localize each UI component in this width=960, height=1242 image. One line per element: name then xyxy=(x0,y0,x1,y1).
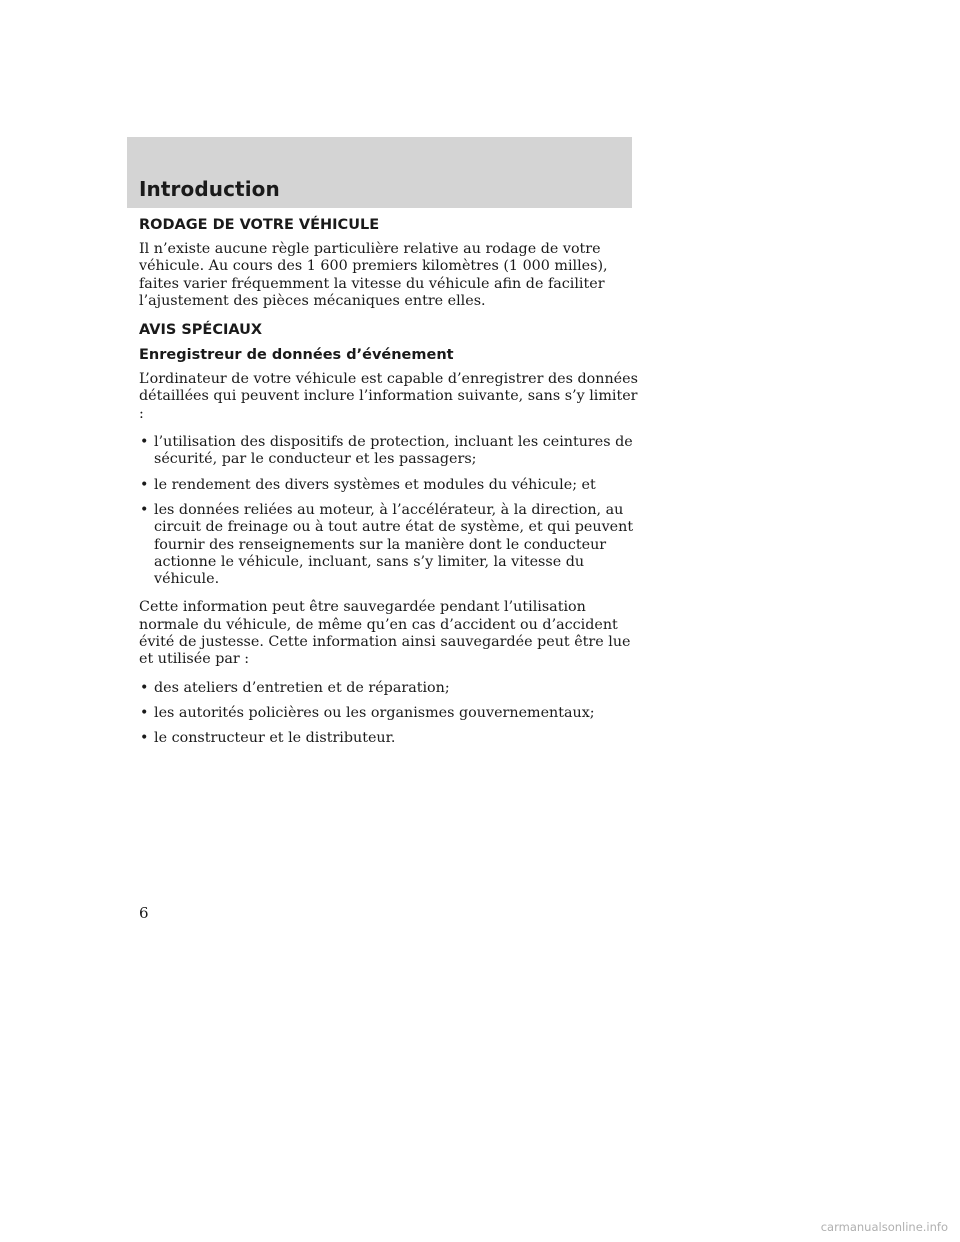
list-item-text: les données reliées au moteur, à l’accélérateur, à la direction, au circuit de freinage ou à tout autre état de système, et qui peuvent fournir des renseignements sur la manière dont le conducteur actionne le véhicule, incluant, sans s’y limiter, la vitesse du véhicule. xyxy=(154,501,634,588)
paragraph-break-in: Il n’existe aucune règle particulière relative au rodage de votre véhicule. Au cours des 1 600 premiers kilomètres (1 000 milles), faites varier fréquemment la vitesse du véhicule afin de faciliter l’ajustement des pièces mécaniques entre elles. xyxy=(139,241,608,309)
bullet-list-data-readers xyxy=(139,680,639,748)
list-item-text: le constructeur et le distributeur. xyxy=(154,730,396,747)
list-item xyxy=(139,730,639,747)
bullet-icon: • xyxy=(140,434,149,451)
page-content xyxy=(139,216,639,759)
subheading-event-data-recorder: Enregistreur de données d’événement xyxy=(139,347,454,364)
list-item-text: l’utilisation des dispositifs de protection, incluant les ceintures de sécurité, par le conducteur et les passagers; xyxy=(154,434,633,468)
bullet-list-recorded-data xyxy=(139,434,639,588)
list-item xyxy=(139,502,639,588)
list-item xyxy=(139,477,639,494)
paragraph-edr-intro: L’ordinateur de votre véhicule est capable d’enregistrer des données détaillées qui peuvent inclure l’information suivante, sans s’y limiter : xyxy=(139,371,638,422)
list-item-text: le rendement des divers systèmes et modules du véhicule; et xyxy=(154,476,596,493)
paragraph-edr-usage: Cette information peut être sauvegardée pendant l’utilisation normale du véhicule, de même qu’en cas d’accident ou d’accident évité de justesse. Cette information ainsi sauvegardée peut être lue et utilisée par : xyxy=(139,599,631,668)
bullet-icon: • xyxy=(140,704,149,721)
bullet-icon: • xyxy=(140,730,149,747)
list-item-text: les autorités policières ou les organismes gouvernementaux; xyxy=(154,704,595,721)
heading-break-in: RODAGE DE VOTRE VÉHICULE xyxy=(139,217,380,233)
heading-special-notices: AVIS SPÉCIAUX xyxy=(139,322,263,339)
list-item xyxy=(139,434,639,469)
section-header-band xyxy=(127,137,632,208)
bullet-icon: • xyxy=(140,501,149,518)
page-number: 6 xyxy=(139,904,149,922)
bullet-icon: • xyxy=(140,476,149,493)
list-item xyxy=(139,705,639,722)
list-item-text: des ateliers d’entretien et de réparation; xyxy=(154,679,450,696)
bullet-icon: • xyxy=(140,679,149,696)
section-title: Introduction xyxy=(139,177,280,201)
list-item xyxy=(139,680,639,697)
watermark-text: carmanualsonline.info xyxy=(820,1220,948,1234)
